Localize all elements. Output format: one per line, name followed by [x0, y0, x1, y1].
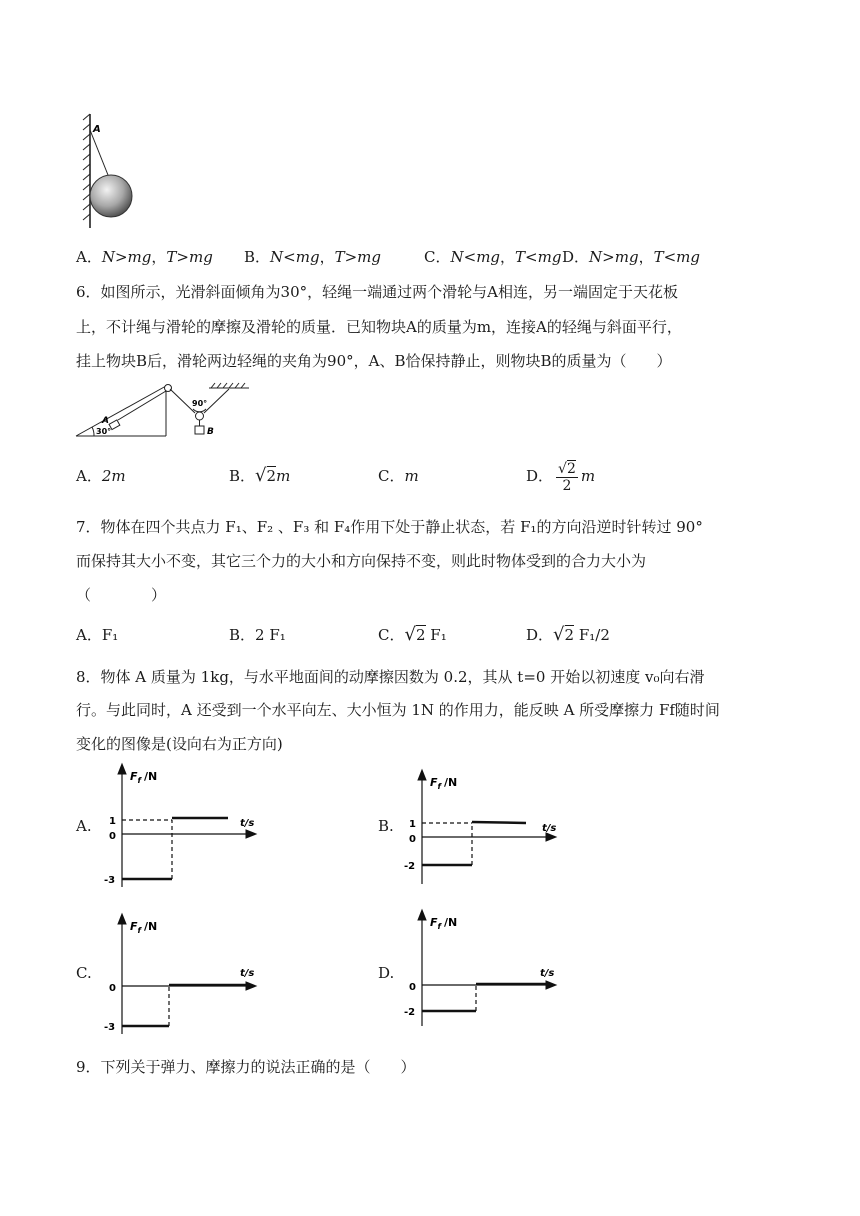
q8-line-2: 行。与此同时，A 还受到一个水平向左、大小恒为 1N 的作用力，能反映 A 所受摩擦力 Ff随时间: [76, 701, 720, 719]
q7-option-a: A．F₁: [76, 626, 119, 644]
q8-graph-d: [400, 908, 570, 1033]
q7-line-3: （ ）: [76, 586, 167, 604]
q8-graph-b-letter: B.: [378, 817, 394, 835]
q8-graph-c: [100, 912, 270, 1037]
svg-text:t/s: t/s: [542, 823, 557, 834]
q7-option-b: B．2 F₁: [229, 626, 286, 644]
svg-text:FfFf/N: $F_f$: [130, 770, 141, 785]
pulley-moving: [196, 412, 204, 420]
q6-line-2: 上，不计绳与滑轮的摩擦及滑轮的质量．已知物块A的质量为m，连接A的轻绳与斜面平行，: [76, 318, 682, 336]
svg-text:-3: -3: [104, 875, 116, 886]
svg-text:0: 0: [109, 831, 116, 842]
wall: [83, 114, 90, 228]
q9-line-1: 9．下列关于弹力、摩擦力的说法正确的是（ ）: [76, 1058, 416, 1076]
svg-text:t/s: t/s: [240, 968, 255, 979]
q5-option-c: C．N<mg，T<mg: [424, 248, 562, 266]
q8-line-1: 8．物体 A 质量为 1kg，与水平地面间的动摩擦因数为 0.2，其从 t=0 开始以初速度 v₀向右滑: [76, 668, 705, 686]
q5-option-d: D．N>mg，T<mg: [562, 248, 700, 266]
svg-text:0: 0: [409, 982, 416, 993]
q7-option-c: C．√2 F₁: [378, 624, 447, 645]
svg-text:-2: -2: [404, 861, 416, 872]
label-a: A: [102, 416, 109, 426]
block-b: [195, 426, 204, 434]
q8-graph-a: [100, 762, 270, 892]
svg-text:FfFf/N: $F_f$: [430, 916, 441, 931]
svg-text:-3: -3: [104, 1022, 116, 1033]
svg-text:FfFf/N: $F_f$: [430, 776, 441, 791]
q8-graph-b: [400, 768, 570, 888]
q6-line-3: 挂上物块B后，滑轮两边轻绳的夹角为90°，A、B恰保持静止，则物块B的质量为（ ）: [76, 352, 672, 370]
ball: [90, 175, 132, 217]
svg-text:1: 1: [109, 816, 116, 827]
svg-text:0: 0: [409, 834, 416, 845]
rope: [90, 130, 108, 175]
label-b: B: [207, 427, 214, 437]
svg-text:-2: -2: [404, 1007, 416, 1018]
q6-option-a: A．2m: [76, 467, 126, 485]
label-angle-90: 90°: [192, 399, 208, 408]
q6-line-1: 6．如图所示，光滑斜面倾角为30°，轻绳一端通过两个滑轮与A相连，另一端固定于天花板: [76, 283, 678, 301]
q6-option-c: C．m: [378, 467, 419, 485]
pulley-top: [165, 385, 172, 392]
q8-line-3: 变化的图像是(设向右为正方向): [76, 735, 283, 753]
svg-text:/N: /N: [444, 916, 458, 929]
q8-graph-a-letter: A.: [76, 817, 92, 835]
q6-figure: [74, 380, 259, 440]
svg-text:t/s: t/s: [540, 968, 555, 979]
q7-option-d: D．√2 F₁/2: [526, 624, 610, 645]
q5-option-a: A．N>mg，T>mg: [76, 248, 213, 266]
q8-graph-d-letter: D.: [378, 964, 395, 982]
q7-line-2: 而保持其大小不变，其它三个力的大小和方向保持不变，则此时物体受到的合力大小为: [76, 552, 647, 570]
q7-line-1: 7．物体在四个共点力 F₁、F₂ 、F₃ 和 F₄作用下处于静止状态，若 F₁的方向沿逆时针转过 90°: [76, 518, 703, 536]
q5-option-b: B．N<mg，T>mg: [244, 248, 381, 266]
svg-text:/N: /N: [144, 920, 158, 933]
q5-figure: [80, 112, 150, 230]
svg-text:t/s: t/s: [240, 818, 255, 829]
q8-graph-c-letter: C.: [76, 964, 92, 982]
label-angle-30: 30°: [96, 427, 112, 436]
q6-option-d: D． $\frac{√2}{2}$ m: [526, 460, 596, 494]
svg-text:0: 0: [109, 983, 116, 994]
svg-text:FfFf/N: $F_f$: [130, 920, 141, 935]
label-a: A: [93, 124, 101, 135]
svg-text:/N: /N: [444, 776, 458, 789]
svg-text:1: 1: [409, 819, 416, 830]
svg-text:/N: /N: [144, 770, 158, 783]
q6-option-b: B．√2m: [229, 465, 291, 486]
